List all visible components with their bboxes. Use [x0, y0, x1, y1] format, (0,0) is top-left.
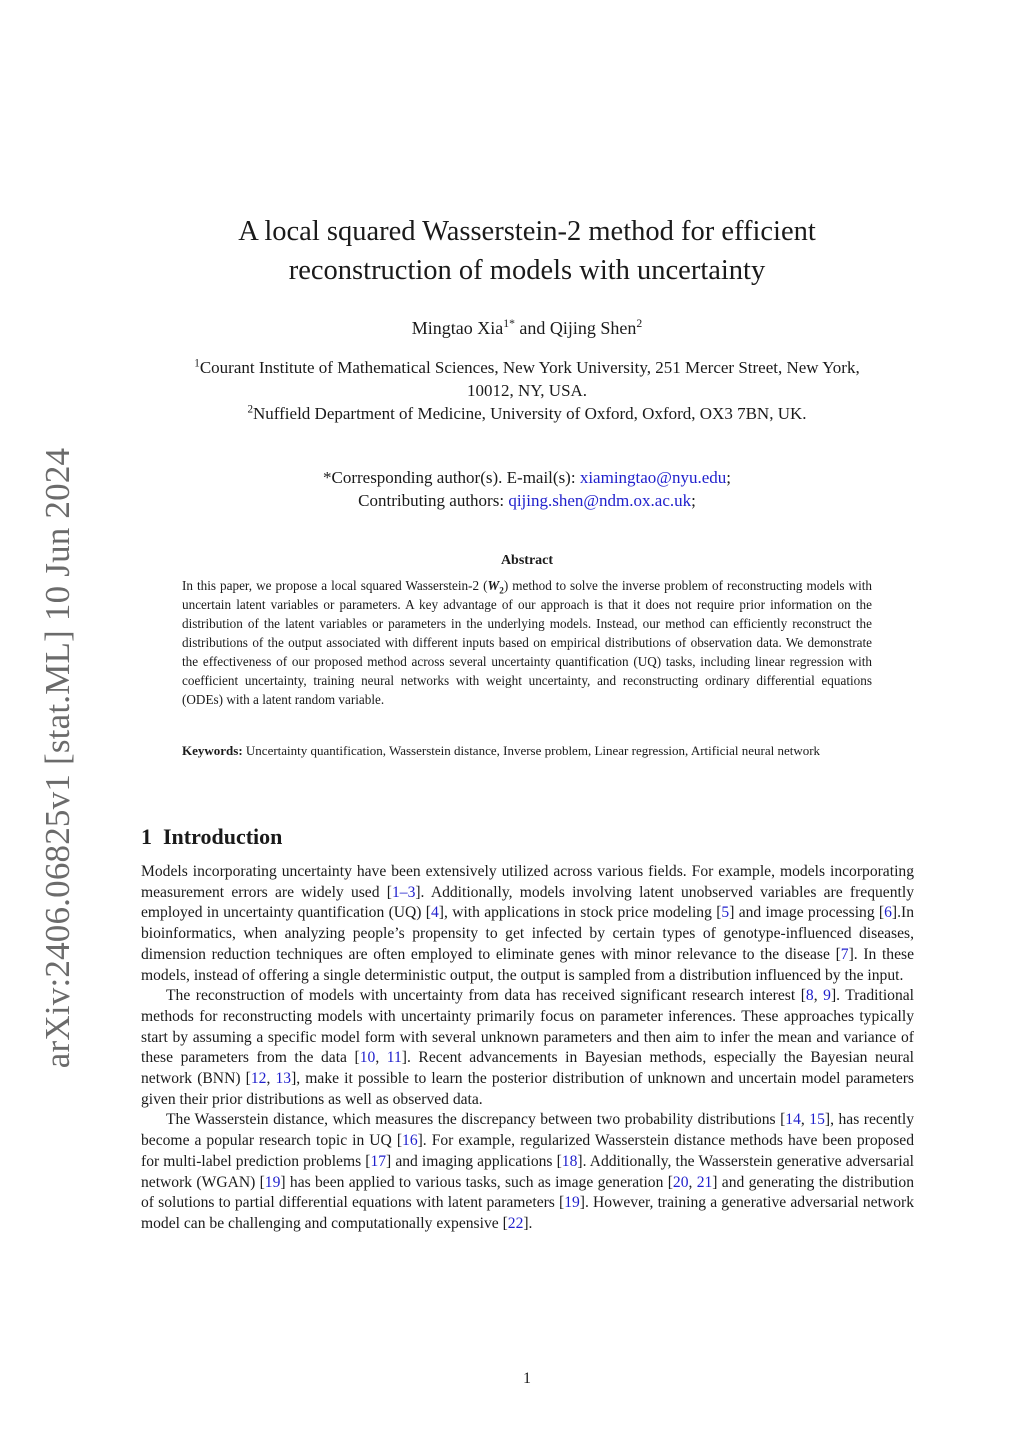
text-span: , — [375, 1049, 387, 1067]
title-line-2: reconstruction of models with uncertainty — [288, 255, 766, 286]
title-line-1: A local squared Wasserstein-2 method for efficient — [238, 216, 816, 247]
text-span: The Wasserstein distance, which measures the discrepancy between two probability distributions [ — [166, 1111, 786, 1129]
citation-link[interactable]: 15 — [809, 1111, 825, 1129]
keywords-text: Uncertainty quantification, Wasserstein distance, Inverse problem, Linear regression, Artificial neural network — [242, 743, 821, 758]
section-title: Introduction — [163, 824, 283, 849]
citation-link[interactable]: 19 — [264, 1173, 281, 1191]
citation-link[interactable]: 18 — [561, 1152, 578, 1170]
text-span: The reconstruction of models with uncertainty from data has received significant research interest [ — [166, 987, 806, 1005]
intro-paragraph-1 — [141, 862, 914, 986]
abstract-text-part: ) method to solve the inverse problem of reconstructing models with uncertain latent variables or parameters. A key advantage of our approach is that it does not require prior information on the distribution of the latent variables or parameters in the underlying models. Instead, our method can efficiently reconstruct the distributions of the output associated with different inputs based on empirical distributions of observation data. We demonstrate the effectiveness of our proposed method across several uncertainty quantification (UQ) tasks, including linear regression with coefficient uncertainty, training neural networks with weight uncertainty, and reconstructing ordinary differential equations (ODEs) with a latent random variable. — [182, 578, 872, 707]
citation-link[interactable]: 10 — [359, 1049, 376, 1067]
citation-link[interactable]: 7 — [840, 945, 849, 963]
citation-link[interactable]: 21 — [696, 1173, 713, 1191]
text-span: ] and image processing [ — [729, 904, 885, 922]
page-number: 1 — [523, 1370, 531, 1387]
separator: ; — [726, 468, 731, 487]
intro-paragraph-2 — [141, 986, 914, 1110]
text-span: ]. Traditional methods for reconstructing models with uncertainty primarily focus on parameter inferences. These approaches typically start by assuming a specific model form with several unknown parameters and then aim to infer the mean and variance of these parameters from the data [ — [141, 987, 915, 1067]
introduction-body — [141, 862, 914, 1235]
contributing-label: Contributing authors: — [358, 491, 509, 510]
text-span: ] and imaging applications [ — [386, 1152, 562, 1170]
text-span: , — [688, 1173, 697, 1191]
section-heading-introduction — [141, 824, 282, 850]
affiliation-2-mark: 2 — [247, 403, 254, 416]
citation-link[interactable]: 11 — [386, 1049, 402, 1067]
text-span: ]. However, training a generative adversarial network model can be challenging and computationally expensive [ — [141, 1194, 914, 1232]
citation-link[interactable]: 16 — [402, 1132, 418, 1150]
text-span: , — [800, 1111, 810, 1129]
citation-link[interactable]: 1–3 — [391, 883, 416, 901]
text-span: , — [813, 987, 824, 1005]
text-span: ]. Recent advancements in Bayesian methods, especially the Bayesian neural network (BNN) [ — [141, 1049, 914, 1088]
contributing-author-line — [140, 489, 914, 512]
abstract-text-part: In this paper, we propose a local squared Wasserstein-2 ( — [182, 578, 488, 593]
citation-link[interactable]: 20 — [672, 1173, 689, 1191]
author-1: Mingtao Xia — [411, 318, 504, 338]
citation-link[interactable]: 4 — [431, 904, 439, 922]
text-span: ]. — [523, 1214, 533, 1232]
abstract-heading: Abstract — [500, 553, 554, 568]
text-span: ], make it possible to learn the posterior distribution of unknown and uncertain model parameters given their prior distributions as well as observed data. — [141, 1070, 914, 1108]
affiliation-1 — [140, 356, 914, 379]
affiliation-1-line-1: Courant Institute of Mathematical Sciences, New York University, 251 Mercer Street, New York, — [199, 358, 860, 377]
citation-link[interactable]: 14 — [785, 1111, 801, 1129]
citation-link[interactable]: 17 — [370, 1152, 387, 1170]
corresponding-author-line — [140, 466, 914, 489]
text-span: ]. Additionally, the Wasserstein generative adversarial network (WGAN) [ — [141, 1152, 914, 1191]
citation-link[interactable]: 13 — [275, 1070, 292, 1088]
arxiv-side-stamp — [38, 448, 78, 1068]
text-span: , — [266, 1070, 276, 1088]
email-link-xia[interactable]: xiamingtao@nyu.edu — [579, 468, 727, 487]
section-number: 1 — [141, 824, 152, 849]
text-span: ].In bioinformatics, when analyzing people’s propensity to get infected by certain types of genotype-influenced diseases, dimension reduction techniques are often employed to eliminate genes with minor relevance to the disease [ — [141, 904, 915, 963]
author-1-affil-mark: 1* — [503, 317, 515, 330]
citation-link[interactable]: 9 — [823, 987, 831, 1005]
author-conjunction: and — [519, 318, 546, 338]
w2-subscript: 2 — [499, 585, 504, 596]
text-span: ] and generating the distribution of solutions to partial differential equations with latent parameters [ — [141, 1173, 915, 1212]
intro-paragraph-3 — [141, 1110, 914, 1234]
correspondence — [140, 466, 914, 512]
author-list — [140, 318, 914, 339]
keywords-label: Keywords: — [182, 743, 243, 758]
citation-link[interactable]: 6 — [884, 904, 892, 922]
text-span: ], with applications in stock price modeling [ — [438, 904, 722, 922]
affiliation-1-mark: 1 — [194, 357, 200, 370]
keywords — [182, 743, 882, 759]
text-span: ]. Additionally, models involving latent unobserved variables are frequently employed in uncertainty quantification (UQ) [ — [141, 883, 914, 922]
text-span: Models incorporating uncertainty have been extensively utilized across various fields. For example, models incorporating measurement errors are widely used [ — [141, 863, 914, 901]
abstract-text — [182, 576, 872, 709]
email-link-shen[interactable]: qijing.shen@ndm.ox.ac.uk — [508, 491, 692, 510]
affiliation-2-line-1: Nuffield Department of Medicine, University of Oxford, Oxford, OX3 7BN, UK. — [253, 404, 807, 423]
arxiv-identifier: arXiv:2406.06825v1 [stat.ML] 10 Jun 2024 — [38, 447, 77, 1069]
author-2: Qijing Shen — [549, 318, 637, 338]
w2-symbol: W — [487, 578, 500, 593]
text-span: ]. For example, regularized Wasserstein distance methods have been proposed for multi-label prediction problems [ — [141, 1132, 914, 1170]
affiliation-1-line-2: 10012, NY, USA. — [466, 381, 588, 400]
separator: ; — [691, 491, 696, 510]
citation-link[interactable]: 19 — [564, 1194, 580, 1212]
text-span: ]. In these models, instead of offering a single deterministic output, the output is sampled from a distribution influenced by the input. — [141, 945, 915, 984]
citation-link[interactable]: 12 — [250, 1070, 267, 1088]
author-2-affil-mark: 2 — [636, 317, 643, 330]
citation-link[interactable]: 8 — [805, 987, 814, 1005]
paper-title — [140, 212, 914, 290]
affiliations — [140, 356, 914, 425]
citation-link[interactable]: 5 — [721, 904, 730, 922]
text-span: ], has recently become a popular research topic in UQ [ — [141, 1111, 915, 1150]
citation-link[interactable]: 22 — [507, 1214, 524, 1232]
corresponding-label: *Corresponding author(s). E-mail(s): — [322, 468, 580, 487]
text-span: ] has been applied to various tasks, such as image generation [ — [280, 1173, 673, 1191]
affiliation-2 — [140, 402, 914, 425]
